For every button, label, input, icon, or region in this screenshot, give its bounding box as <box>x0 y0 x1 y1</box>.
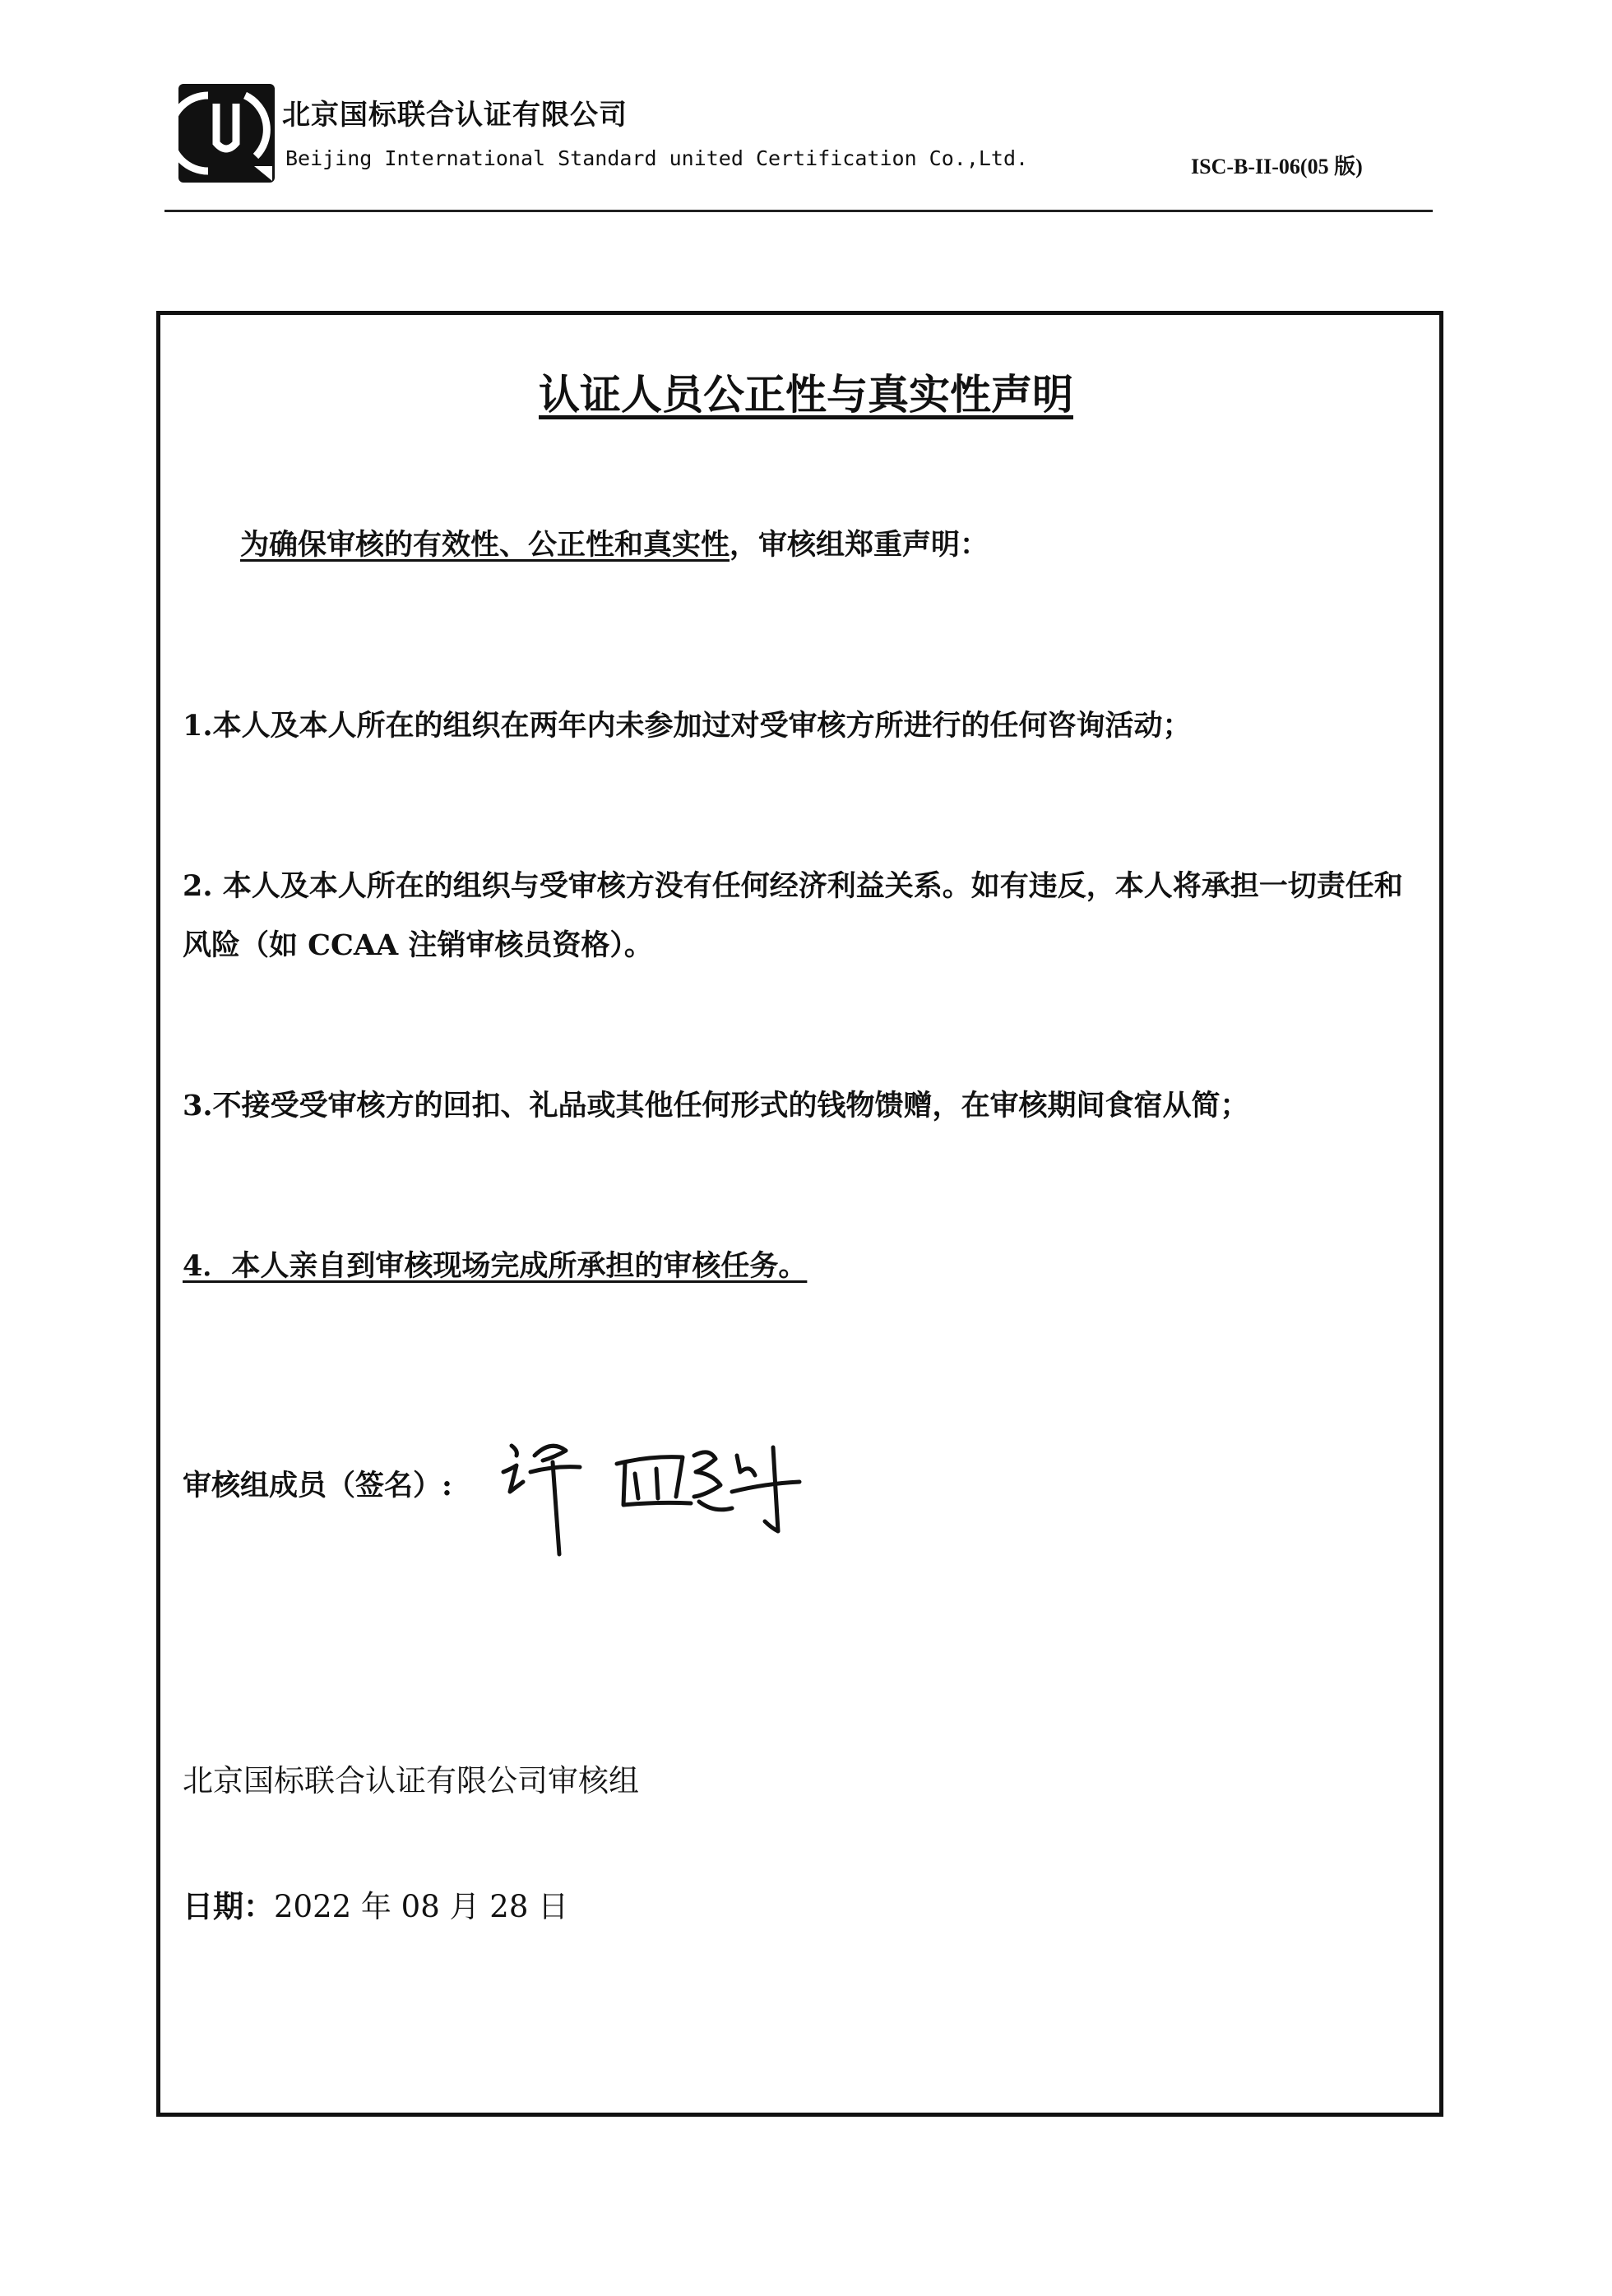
declaration-item-2-line-1: 2. 本人及本人所在的组织与受审核方没有任何经济利益关系。如有违反，本人将承担一切责任和 <box>183 869 1403 903</box>
company-name-en: Beijing International Standard united Certification Co.,Ltd. <box>285 146 1029 170</box>
declaration-item-4: 4．本人亲自到审核现场完成所承担的审核任务。 <box>183 1249 808 1283</box>
declaration-frame <box>156 311 1443 2117</box>
document-title: 认证人员公正性与真实性声明 <box>539 371 1073 419</box>
form-code: ISC-B-II-06(05 版) <box>1191 155 1363 178</box>
header-divider <box>164 210 1433 212</box>
handwritten-signature <box>493 1423 806 1567</box>
date-label: 日期： <box>183 1888 274 1924</box>
intro-rest: ，审核组郑重声明： <box>730 528 989 562</box>
declaration-item-3: 3.不接受受审核方的回扣、礼品或其他任何形式的钱物馈赠，在审核期间食宿从简； <box>183 1089 1249 1123</box>
page-header <box>0 0 1612 222</box>
declaration-item-2-line-2: 风险（如 CCAA 注销审核员资格）。 <box>183 928 653 962</box>
date-row <box>183 1882 568 1926</box>
declaration-item-1: 1.本人及本人所在的组织在两年内未参加过对受审核方所进行的任何咨询活动； <box>183 709 1192 743</box>
intro-paragraph <box>240 522 989 563</box>
signature-label: 审核组成员（签名）: <box>183 1469 452 1502</box>
audit-team-name: 北京国标联合认证有限公司审核组 <box>183 1763 639 1798</box>
intro-underlined: 为确保审核的有效性、公正性和真实性 <box>240 528 730 562</box>
company-name-cn: 北京国标联合认证有限公司 <box>282 99 628 132</box>
date-value: 2022 年 08 月 28 日 <box>274 1889 569 1924</box>
company-logo-icon <box>175 81 278 186</box>
